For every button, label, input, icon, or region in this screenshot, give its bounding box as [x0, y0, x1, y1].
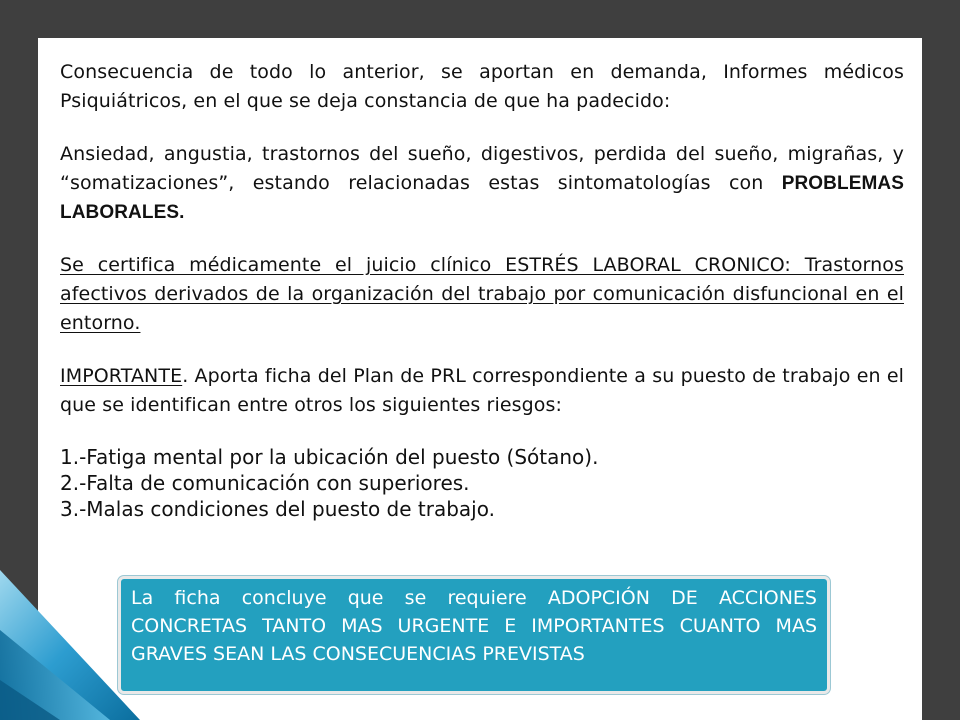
- important-text: . Aporta ficha del Plan de PRL correspondiente a su puesto de trabajo en el que se identifican entre otros los siguientes riesgos:: [60, 365, 904, 416]
- important-label: IMPORTANTE: [60, 365, 183, 387]
- symptoms-paragraph: [60, 140, 904, 227]
- diagnosis-paragraph: Se certifica médicamente el juicio clínico ESTRÉS LABORAL CRONICO: Trastornos afectivos derivados de la organización del trabajo por comunicación disfuncional en el entorno.: [60, 254, 904, 334]
- list-item: 3.-Malas condiciones del puesto de trabajo.: [60, 497, 495, 521]
- intro-paragraph: Consecuencia de todo lo anterior, se aportan en demanda, Informes médicos Psiquiátricos, en el que se deja constancia de que ha padecido:: [60, 61, 904, 112]
- symptoms-text: Ansiedad, angustia, trastornos del sueño, digestivos, perdida del sueño, migrañas, y “somatizaciones”, estando relacionadas estas sintomatologías con: [60, 143, 904, 194]
- conclusion-callout: La ficha concluye que se requiere ADOPCIÓN DE ACCIONES CONCRETAS TANTO MAS URGENTE E IMPORTANTES CUANTO MAS GRAVES SEAN LAS CONSECUENCIAS PREVISTAS: [118, 576, 830, 694]
- risk-list: [60, 444, 904, 522]
- list-item: 2.-Falta de comunicación con superiores.: [60, 471, 470, 495]
- important-paragraph: [60, 362, 904, 420]
- list-item: 1.-Fatiga mental por la ubicación del puesto (Sótano).: [60, 445, 599, 469]
- labor-problems-emphasis: PROBLEMAS LABORALES.: [60, 173, 904, 223]
- main-text: [60, 58, 904, 522]
